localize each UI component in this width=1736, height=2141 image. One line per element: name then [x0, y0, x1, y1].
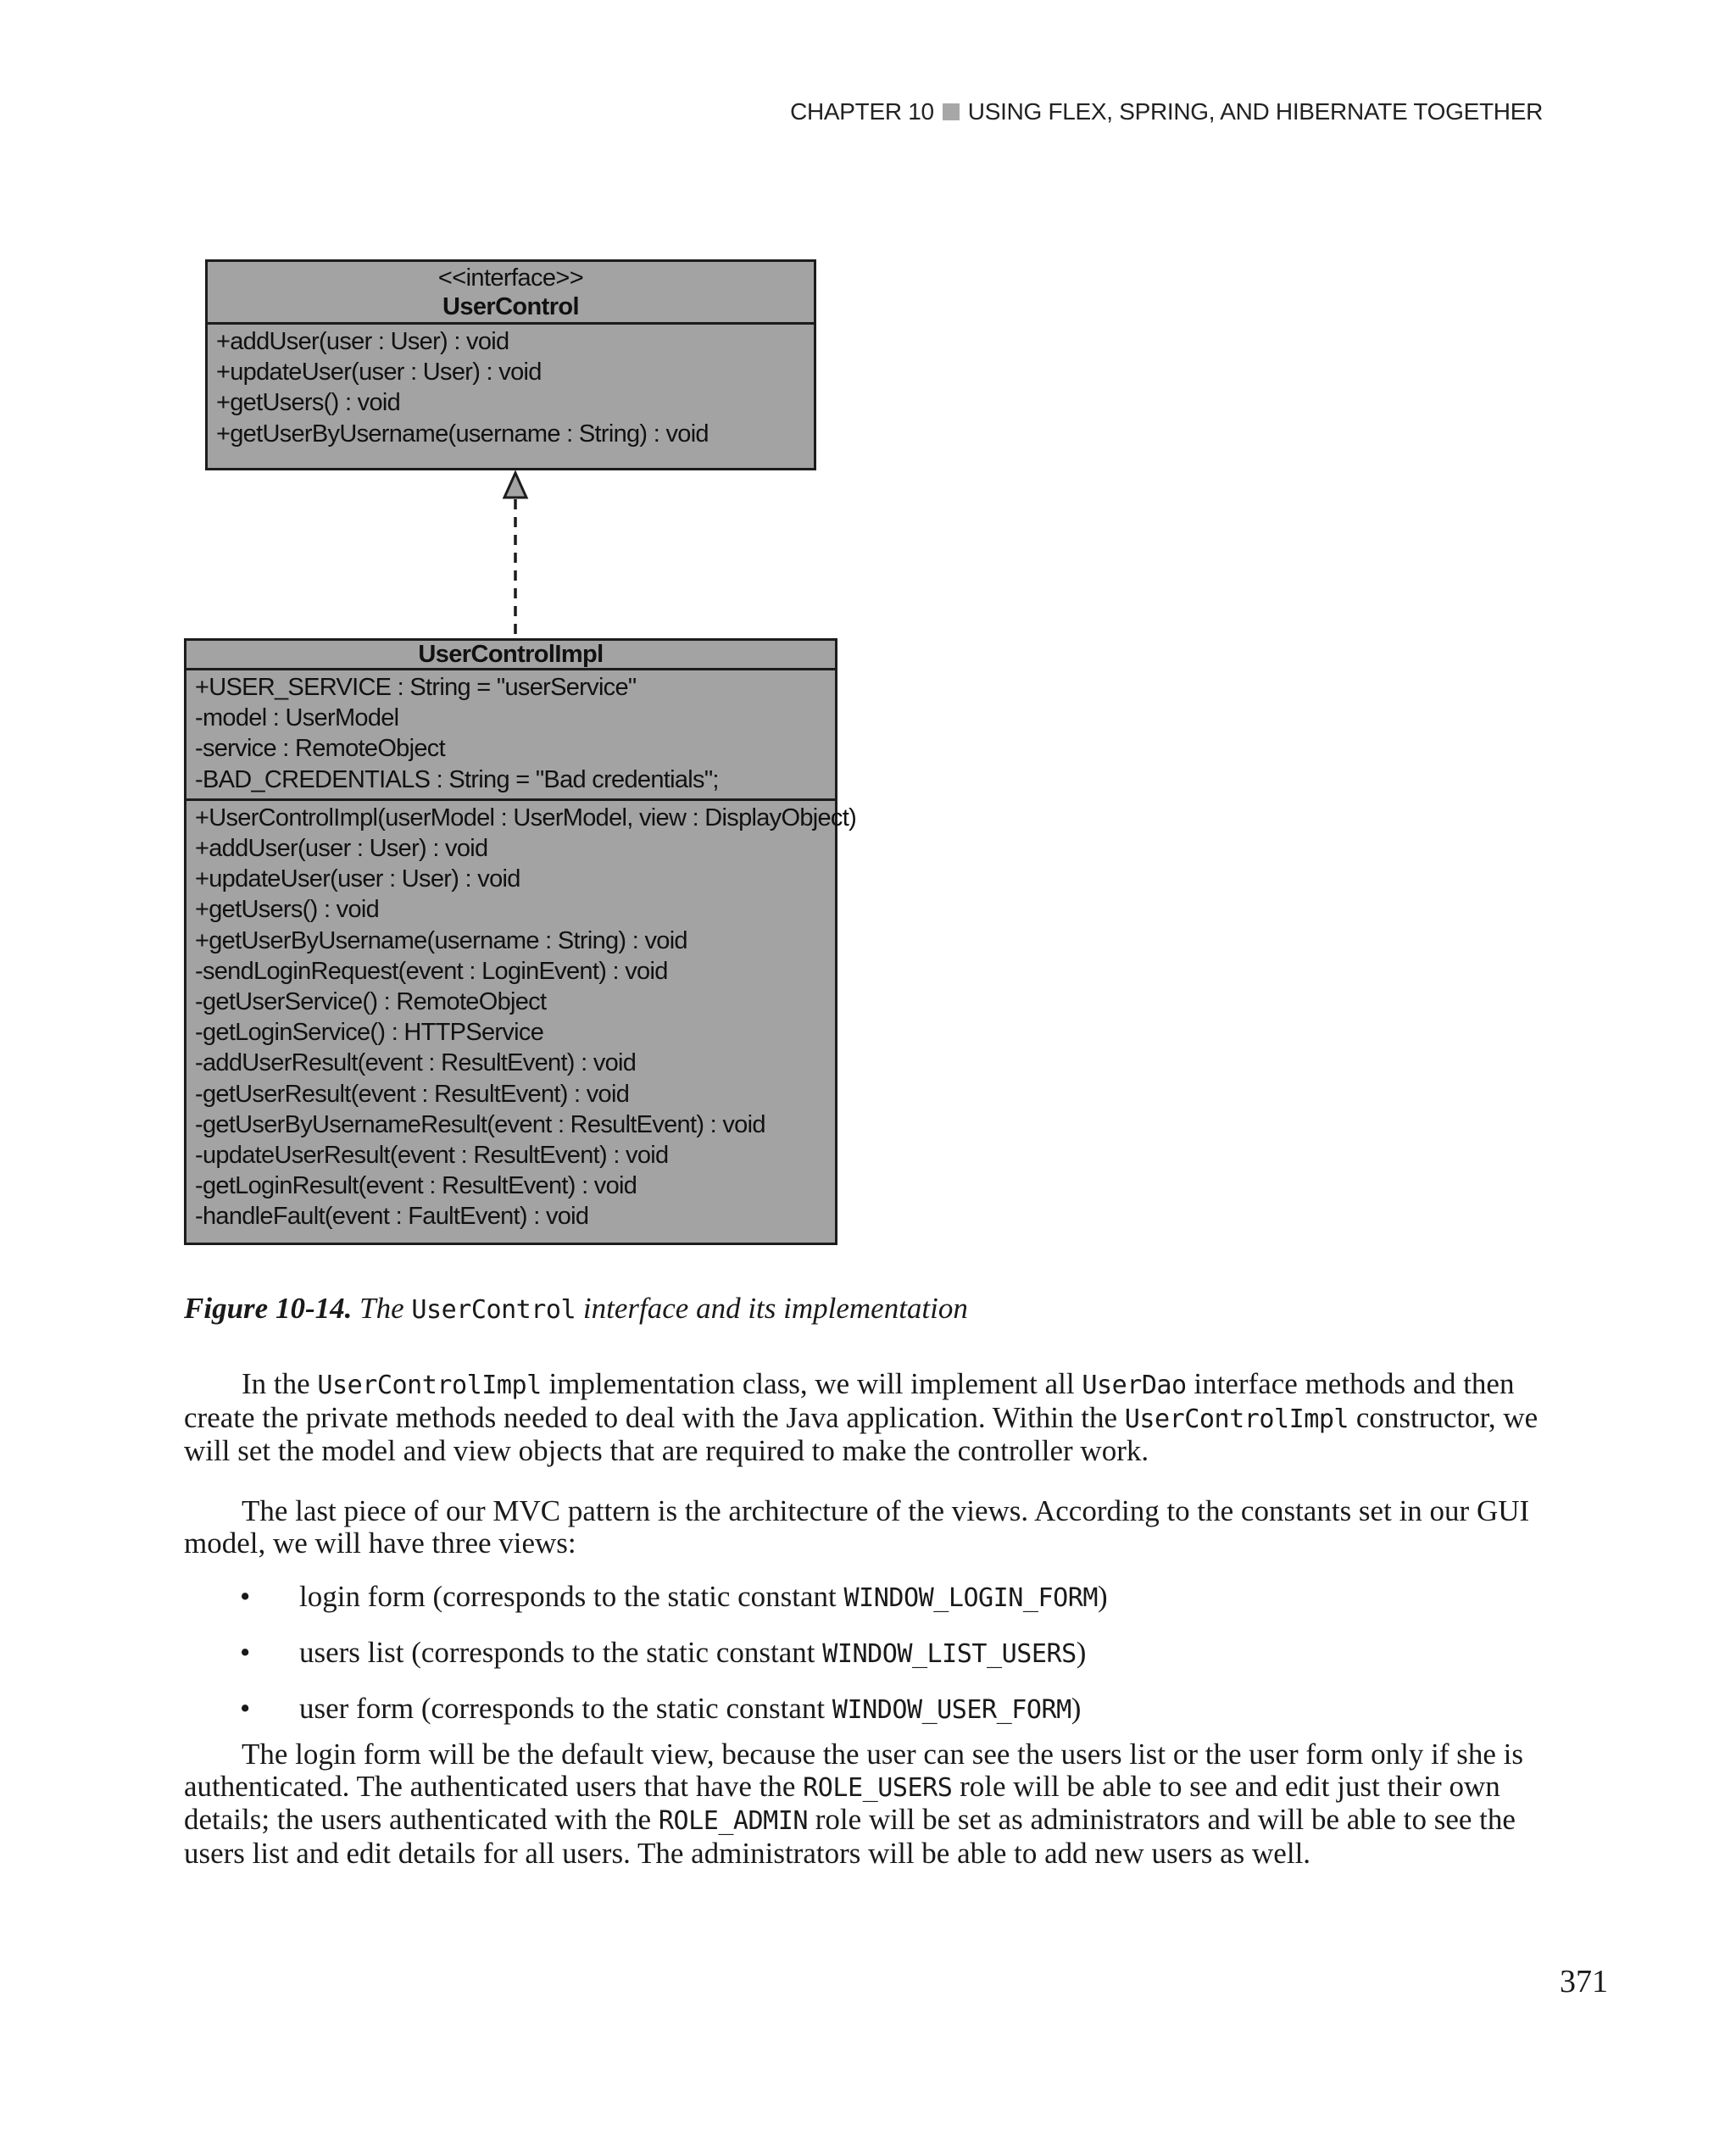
text-run: The login form will be the default view, because the user can see the users list or the user form only if she is authenticated. The authenticated users that have the — [184, 1738, 1524, 1803]
text-run: ) — [1071, 1692, 1082, 1725]
operation-row: +getUsers() : void — [216, 389, 401, 417]
code-run: WINDOW_USER_FORM — [832, 1695, 1071, 1725]
figure-caption — [184, 1292, 968, 1326]
class-title — [186, 641, 835, 670]
paragraph-1 — [184, 1368, 1543, 1467]
text-run: In the — [242, 1367, 318, 1400]
stereotype-label: <<interface>> — [437, 264, 584, 292]
chapter-label: CHAPTER 10 — [790, 98, 934, 125]
code-run: WINDOW_LOGIN_FORM — [843, 1583, 1099, 1613]
arrow-head-icon — [504, 473, 526, 498]
class-name: UserControlImpl — [418, 641, 604, 668]
text-run: user form (corresponds to the static constant — [299, 1692, 832, 1725]
chapter-title: USING FLEX, SPRING, AND HIBERNATE TOGETHER — [967, 98, 1543, 125]
operation-row: -updateUserResult(event : ResultEvent) : void — [195, 1142, 669, 1170]
attribute-row: -service : RemoteObject — [195, 735, 445, 763]
text-run: login form (corresponds to the static constant — [299, 1580, 844, 1613]
text-run: role will be able to see and edit just their own details; the users authenticated with the — [184, 1769, 1500, 1836]
attribute-row: -BAD_CREDENTIALS : String = "Bad credentials"; — [195, 765, 719, 793]
caption-post: interface and its implementation — [582, 1292, 968, 1325]
text-run: interface methods and then create the private methods needed to deal with the Java application. Within the — [184, 1367, 1515, 1434]
interface-box-usercontrol — [205, 259, 816, 470]
paragraph-3 — [184, 1738, 1543, 1869]
operation-row: +getUserByUsername(username : String) : void — [195, 926, 687, 954]
code-run: ROLE_ADMIN — [658, 1806, 809, 1836]
text-run: ) — [1098, 1580, 1108, 1613]
operation-row: -getUserResult(event : ResultEvent) : void — [195, 1080, 630, 1108]
caption-code: UserControl — [411, 1295, 576, 1325]
paragraph-text: The last piece of our MVC pattern is the architecture of the views. According to the constants set in our GUI model, we will have three views: — [184, 1494, 1530, 1560]
operation-row: +updateUser(user : User) : void — [216, 359, 542, 386]
interface-name: UserControl — [442, 293, 579, 320]
text-run: role will be set as administrators and will be able to see the users list and edit details for all users. The administrators will be able to add new users as well. — [184, 1803, 1516, 1870]
attribute-row: -model : UserModel — [195, 704, 399, 732]
code-run: UserDao — [1082, 1371, 1187, 1400]
class-operations — [186, 798, 857, 1236]
text-run: users list (corresponds to the static constant — [299, 1636, 823, 1669]
class-attributes — [186, 670, 835, 798]
operation-row: +UserControlImpl(userModel : UserModel, view : DisplayObject) — [195, 804, 857, 831]
operation-row: -getLoginService() : HTTPService — [195, 1019, 544, 1047]
interface-operations — [208, 325, 814, 453]
operation-row: -getLoginResult(event : ResultEvent) : void — [195, 1172, 637, 1200]
operation-row: -addUserResult(event : ResultEvent) : void — [195, 1049, 637, 1077]
class-box-usercontrolimpl — [184, 638, 857, 1245]
operation-row: +updateUser(user : User) : void — [195, 865, 520, 893]
text-run: implementation class, we will implement all — [541, 1367, 1082, 1400]
header-square-icon — [943, 103, 960, 120]
caption-pre: The — [359, 1292, 404, 1325]
code-run: UserControlImpl — [317, 1371, 542, 1400]
list-item — [184, 1693, 1543, 1727]
attribute-row: +USER_SERVICE : String = "userService" — [195, 674, 637, 701]
running-header — [790, 98, 1543, 125]
operation-row: -sendLoginRequest(event : LoginEvent) : void — [195, 957, 668, 985]
text-run: constructor, we will set the model and view objects that are required to make the controller work. — [184, 1400, 1538, 1467]
list-item — [184, 1581, 1543, 1615]
operation-row: -getUserService() : RemoteObject — [195, 988, 547, 1016]
text-run: ) — [1076, 1636, 1087, 1669]
code-run: WINDOW_LIST_USERS — [822, 1639, 1077, 1669]
operation-row: +getUsers() : void — [195, 896, 380, 924]
realization-arrow — [492, 466, 534, 641]
interface-title — [208, 262, 814, 325]
code-run: UserControlImpl — [1124, 1404, 1349, 1434]
operation-row: +addUser(user : User) : void — [195, 835, 488, 863]
page-number: 371 — [1560, 1964, 1608, 1999]
operation-row: -handleFault(event : FaultEvent) : void — [195, 1203, 589, 1231]
figure-label: Figure 10-14. — [184, 1292, 353, 1325]
operation-row: -getUserByUsernameResult(event : ResultEvent) : void — [195, 1110, 765, 1138]
code-run: ROLE_USERS — [803, 1772, 953, 1803]
operation-row: +addUser(user : User) : void — [216, 328, 509, 355]
paragraph-2 — [184, 1495, 1543, 1559]
list-item — [184, 1637, 1543, 1671]
views-list — [184, 1581, 1543, 1749]
operation-row: +getUserByUsername(username : String) : void — [216, 420, 709, 448]
